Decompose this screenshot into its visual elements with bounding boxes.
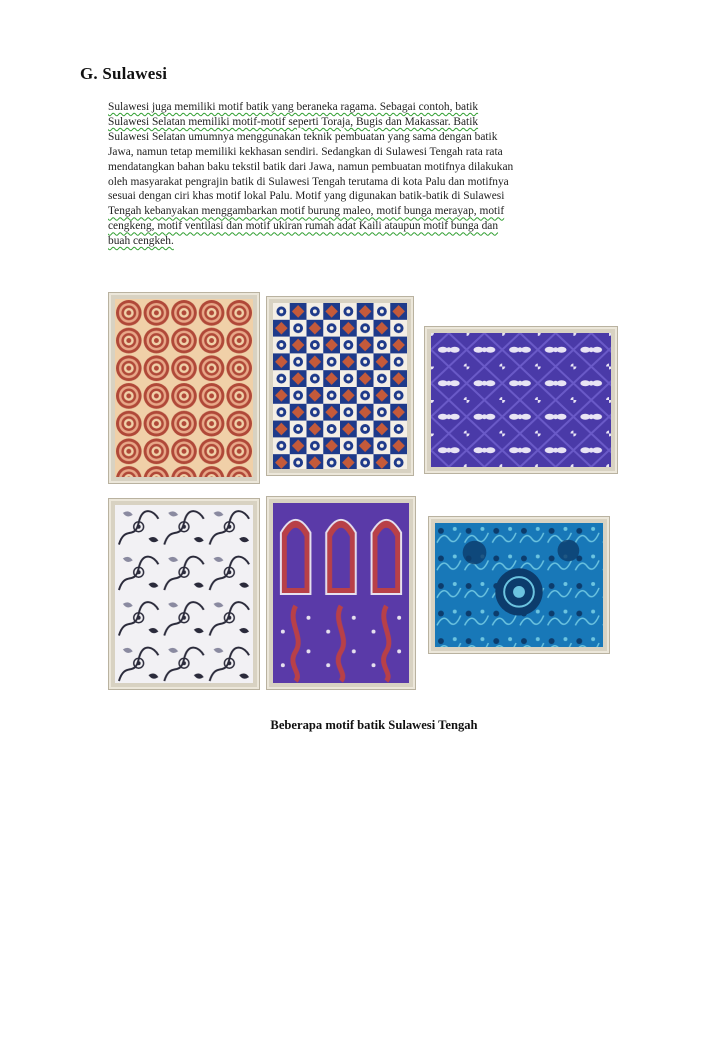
batik-teal-medallion-image xyxy=(428,516,610,654)
figure-caption: Beberapa motif batik Sulawesi Tengah xyxy=(270,718,478,732)
paragraph-line: Sulawesi Selatan memiliki motif-motif seperti Toraja, Bugis dan Makassar. Batik xyxy=(108,115,479,128)
paragraph-line: oleh masyarakat pengrajin batik di Sulawesi Tengah terutama di kota Palu dan motifnya xyxy=(108,175,509,188)
paragraph-line: Tengah kebanyakan menggambarkan motif burung maleo, motif bunga merayap, motif xyxy=(108,205,505,218)
batik-checkered-blue-image xyxy=(266,296,414,476)
section-heading: G. Sulawesi xyxy=(80,64,168,83)
paragraph-line: cengkeng, motif ventilasi dan motif ukiran rumah adat Kaili ataupun motif bunga dan xyxy=(108,220,499,233)
paragraph-line: mendatangkan bahan baku tekstil batik dari Jawa, namun pembuatan motifnya dilakukan xyxy=(108,160,514,173)
paragraph-line: buah cengkeh. xyxy=(108,235,174,248)
paragraph-line: Sulawesi juga memiliki motif batik yang beraneka ragama. Sebagai contoh, batik xyxy=(108,101,479,113)
batik-purple-floral-image xyxy=(424,326,618,474)
paragraph-line: sesuai dengan ciri khas motif lokal Palu. Motif yang digunakan batik-batik di Sulawesi xyxy=(108,190,505,203)
batik-concentric-circles-image xyxy=(108,292,260,484)
paragraph-line: Jawa, namun tetap memiliki kekhasan sendiri. Sedangkan di Sulawesi Tengah rata rata xyxy=(108,145,503,158)
batik-white-floral-image xyxy=(108,498,260,690)
paragraph-line: Sulawesi Selatan umumnya menggunakan teknik pembuatan yang sama dengan batik xyxy=(108,130,498,143)
section-paragraph xyxy=(108,100,648,249)
batik-purple-arched-image xyxy=(266,496,416,690)
